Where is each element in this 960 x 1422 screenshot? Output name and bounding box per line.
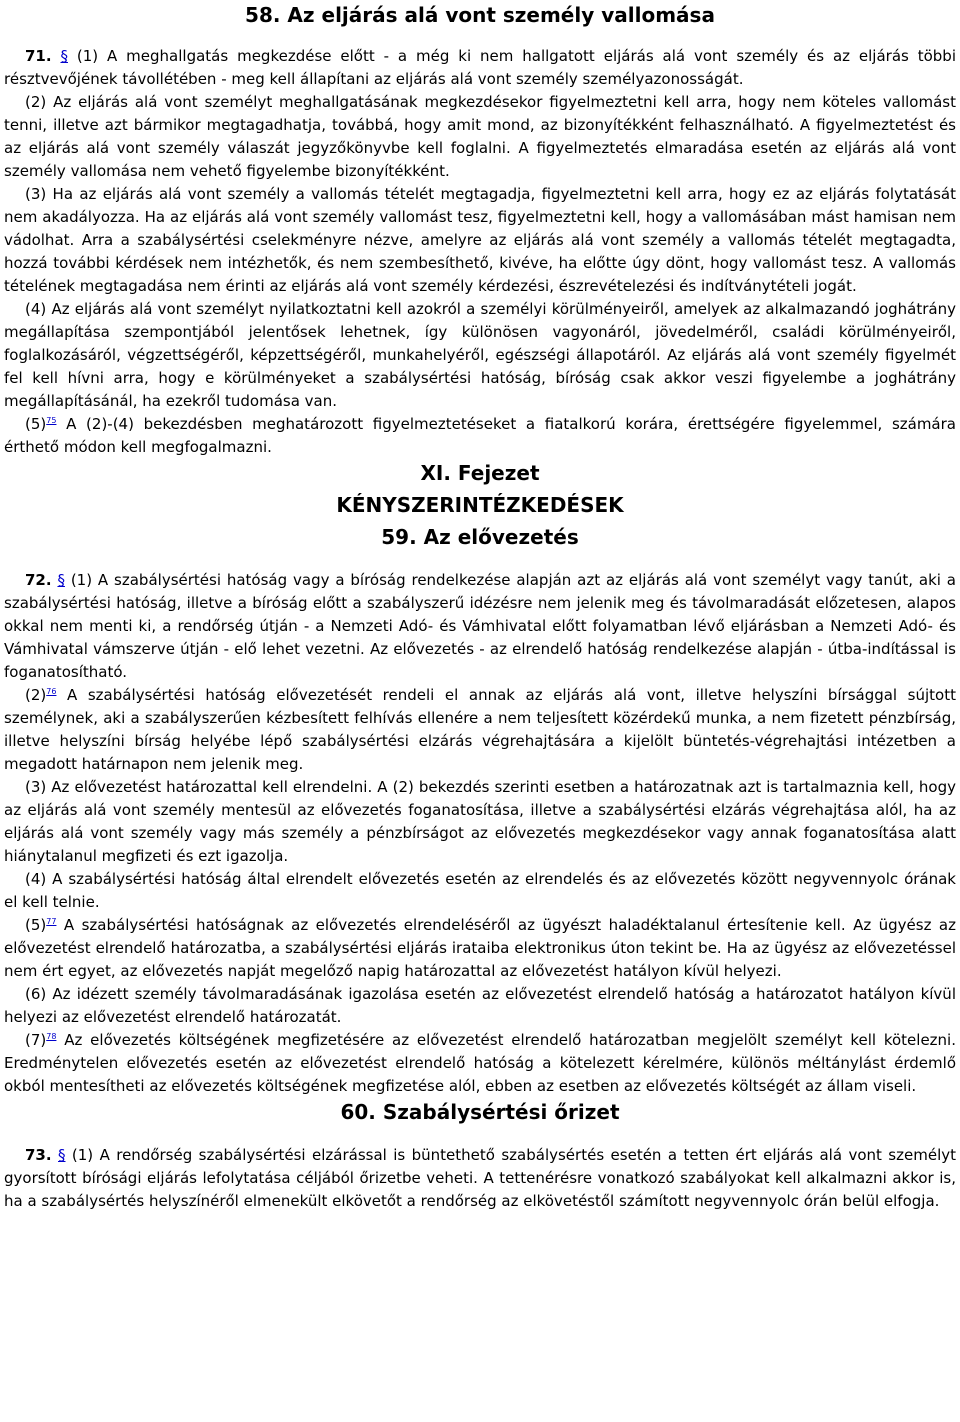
paragraph-text: Az elővezetés költségének megfizetésére az elővezetést elrendelő határozatban megjelölt személyt kell kötelezni. Eredménytelen elővezetés esetén az elővezetést elrendelő hatóság a kötelezett kérelmére, különös méltánylást érdemlő okból mentesítheti az elővezetés költségének megfizetése alól, ebben az esetben az elővezetés költségét az állam viseli. [4,1031,956,1095]
paragraph-text: (1) A rendőrség szabálysértési elzárással is büntethető szabálysértés esetén a tetten ért eljárás alá vont személyt gyorsított bírósági eljárás lefolytatása céljából őrizetbe veheti. A tettenérésre vonatkozó szabályokat kell alkalmazni akkor is, ha a szabálysértés helyszínéről elmenekült elkövetőt a rendőrség az elkövetéstől számított negyvennyolc órán belül elfogja. [4,1146,956,1210]
article-72-paragraph-4: (4) A szabálysértési hatóság által elrendelt elővezetés esetén az elrendelés és az elővezetés között negyvennyolc órának el kell telnie. [4,870,956,911]
footnote-link-76[interactable]: 76 [46,687,57,696]
article-71-paragraph-5 [4,413,956,459]
section-sign-link[interactable]: § [60,47,68,65]
section-title-60: 60. Szabálysértési őrizet [340,1100,620,1124]
article-71-paragraph-4: (4) Az eljárás alá vont személyt nyilatkoztatni kell azokról a személyi körülményeiről, amelyek az alkalmazandó joghátrány megállapítása szempontjából jelentősek lehetnek, így különösen vagyonáról, jövedelméről, családi körülményeiről, foglalkozásáról, végzettségéről, képzettségéről, munkahelyéről, egészségi állapotáról. Az eljárás alá vont személy figyelmét fel kell hívni arra, hogy e körülményeket a szabálysértési hatóság, bíróság csak akkor veszi figyelembe a joghátrány megállapításánál, ha ezekről tudomása van. [4,300,956,410]
article-72 [4,555,956,1098]
section-sign-link[interactable]: § [58,1146,66,1164]
paragraph-prefix: (7) [25,1031,47,1049]
footnote-link-77[interactable]: 77 [46,917,57,926]
paragraph-prefix: (5) [25,415,47,433]
paragraph-text: (1) A szabálysértési hatóság vagy a bíróság rendelkezése alapján azt az eljárás alá vont személyt vagy tanút, aki a szabálysértési hatóság, illetve a bíróság előtt a szabályszerű idézésre nem jelenik meg és távolmaradását előzetesen, alapos okkal nem menti ki, a rendőrség útján - a Nemzeti Adó- és Vámhivatal előtt folyamatban lévő eljárásban a Nemzeti Adó- és Vámhivatal vámszerve útján - elő lehet vezetni. Az elővezetés - az elrendelő hatóság rendelkezése alapján - útba-indítással is foganatosítható. [4,571,956,681]
paragraph-text: A (2)-(4) bekezdésben meghatározott figyelmeztetéseket a fiatalkorú korára, érettségére figyelemmel, számára érthető módon kell megfogalmazni. [4,415,956,456]
article-73-paragraph-1 [4,1144,956,1213]
article-number: 73. [25,1146,52,1164]
article-73 [4,1130,956,1213]
section-title-58: 58. Az eljárás alá vont személy vallomása [245,3,715,27]
article-71-paragraph-1 [4,45,956,91]
article-72-paragraph-5 [4,914,956,983]
footnote-link-78[interactable]: 78 [46,1032,57,1041]
article-71 [4,31,956,459]
paragraph-prefix: (5) [25,916,47,934]
section-sign-link[interactable]: § [57,571,65,589]
article-72-paragraph-2 [4,684,956,776]
chapter-title: KÉNYSZERINTÉZKEDÉSEK [336,493,624,517]
footnote-link-75[interactable]: 75 [46,416,57,425]
article-72-paragraph-1 [4,569,956,684]
chapter-number: XI. Fejezet [420,461,540,485]
article-number: 71. [25,47,52,65]
paragraph-prefix: (2) [25,686,47,704]
article-71-paragraph-3: (3) Ha az eljárás alá vont személy a vallomás tételét megtagadja, figyelmeztetni kell arra, hogy ez az eljárás folytatását nem akadályozza. Ha az eljárás alá vont személy vallomást tesz, figyelmeztetni kell, hogy a vallomásában mást hamisan nem vádolhat. Arra a szabálysértési cselekményre nézve, amelyre az eljárás alá vont személy a vallomás tételét megtagadta, hozzá további kérdések nem intézhetők, és nem szembesíthető, kivéve, ha előtte úgy dönt, hogy vallomást tesz. A vallomás tételének megtagadása nem érinti az eljárás alá vont személy kérdezési, észrevételezési és indítványtételi jogát. [4,185,956,295]
section-title-59: 59. Az elővezetés [381,525,579,549]
article-number: 72. [25,571,52,589]
paragraph-text: (1) A meghallgatás megkezdése előtt - a még ki nem hallgatott eljárás alá vont személy és az eljárás többi résztvevőjének távollétében - meg kell állapítani az eljárás alá vont személy személyazonosságát. [4,47,956,88]
paragraph-text: A szabálysértési hatóságnak az elővezetés elrendeléséről az ügyészt haladéktalanul értesítenie kell. Az ügyész az elővezetést elrendelő határozatba, a szabálysértési eljárás irataiba elektronikus úton tekint be. Ha az ügyész az elővezetéssel nem ért egyet, az elővezetés napját megelőző napig határozattal az elővezetést hatályon kívül helyezi. [4,916,956,980]
article-72-paragraph-6: (6) Az idézett személy távolmaradásának igazolása esetén az elővezetést elrendelő hatóság a határozatot hatályon kívül helyezi az elővezetést elrendelő határozatát. [4,985,956,1026]
article-71-paragraph-2: (2) Az eljárás alá vont személyt meghallgatásának megkezdésekor figyelmeztetni kell arra, hogy nem köteles vallomást tenni, illetve azt bármikor megtagadhatja, továbbá, hogy amit mond, az bizonyítékként felhasználható. A figyelmeztetést és az eljárás alá vont személy válaszát jegyzőkönyvbe kell foglalni. A figyelmeztetés elmaradása esetén az eljárás alá vont személy vallomása nem vehető figyelembe bizonyítékként. [4,93,956,180]
paragraph-text: A szabálysértési hatóság elővezetését rendeli el annak az eljárás alá vont, illetve helyszíni bírsággal sújtott személynek, aki a szabályszerűen kézbesített felhívás ellenére a nem teljesített közérdekű munka, a nem fizetett pénzbírság, illetve helyszíni bírság helyébe lépő szabálysértési elzárás végrehajtására a kijelölt büntetés-végrehajtási intézetben a megadott határnapon nem jelenik meg. [4,686,956,773]
article-72-paragraph-3: (3) Az elővezetést határozattal kell elrendelni. A (2) bekezdés szerinti esetben a határozatnak azt is tartalmaznia kell, hogy az eljárás alá vont személy mentesül az elővezetés foganatosítása, illetve a szabálysértési elzárás végrehajtása alól, ha az eljárás alá vont személy vagy más személy a pénzbírságot az elővezetés megkezdésekor vagy annak foganatosítása alatt hiánytalanul megfizeti és ezt igazolja. [4,778,956,865]
article-72-paragraph-7 [4,1029,956,1098]
